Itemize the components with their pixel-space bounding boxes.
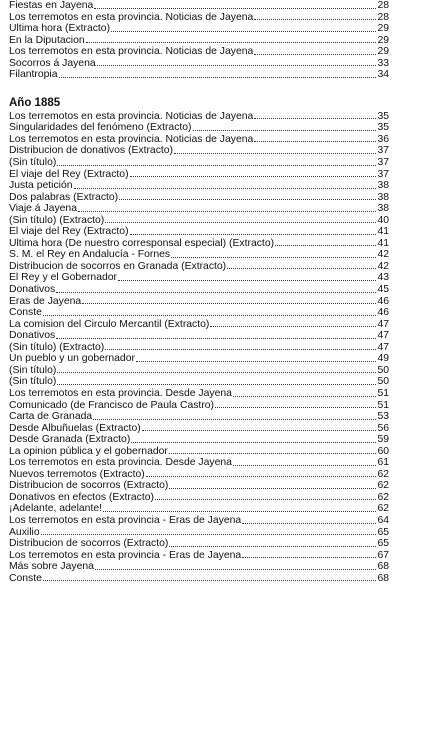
entry-page-number: 36 xyxy=(377,133,389,145)
toc-entry xyxy=(9,296,389,308)
entry-page-number: 38 xyxy=(377,203,389,215)
dot-leader xyxy=(131,442,376,443)
entry-page-number: 42 xyxy=(377,260,389,272)
toc-entry xyxy=(9,12,389,24)
toc-entry xyxy=(9,203,389,215)
entry-page-number: 29 xyxy=(377,46,389,58)
entry-title: Socorros á Jayena xyxy=(9,57,96,69)
dot-leader xyxy=(74,188,377,189)
toc-entry xyxy=(9,192,389,204)
dot-leader xyxy=(254,19,376,20)
toc-entry xyxy=(9,527,389,539)
entry-page-number: 28 xyxy=(377,11,389,23)
entry-page-number: 62 xyxy=(377,480,389,492)
dot-leader xyxy=(215,407,376,408)
toc-entry xyxy=(9,307,389,319)
entry-page-number: 51 xyxy=(377,387,389,399)
entry-title: Los terremotos en esta provincia. Noticias de Jayena xyxy=(9,46,254,58)
toc-entry xyxy=(9,180,389,192)
toc-entry xyxy=(9,423,389,435)
entry-title: Desde Granada (Extracto) xyxy=(9,434,131,446)
toc-entry xyxy=(9,157,389,169)
entry-page-number: 61 xyxy=(377,457,389,469)
dot-leader xyxy=(57,384,376,385)
entry-title: Distribucion de socorros (Extracto) xyxy=(9,480,169,492)
entry-title: Los terremotos en esta provincia. Desde Jayena xyxy=(9,457,232,469)
entry-title: (Sin título) xyxy=(9,376,57,388)
entry-title: La opinion pública y el gobernador xyxy=(9,445,168,457)
entry-page-number: 33 xyxy=(377,57,389,69)
dot-leader xyxy=(94,8,376,9)
toc-entry xyxy=(9,23,389,35)
toc-entry xyxy=(9,353,389,365)
entry-title: Filantropia xyxy=(9,69,58,81)
entry-title: Conste xyxy=(9,307,42,319)
dot-leader xyxy=(254,118,376,119)
toc-entry xyxy=(9,503,389,515)
entry-title: Nuevos terremotos (Extracto) xyxy=(9,468,145,480)
entry-title: (Sin título) (Extracto) xyxy=(9,214,105,226)
entry-page-number: 67 xyxy=(377,549,389,561)
toc-entry xyxy=(9,573,389,585)
toc-entry xyxy=(9,169,389,181)
entry-title: Distribucion de socorros en Granada (Extracto) xyxy=(9,260,227,272)
entry-page-number: 37 xyxy=(377,145,389,157)
dot-leader xyxy=(105,349,376,350)
entry-title: Conste xyxy=(9,572,42,584)
dot-leader xyxy=(119,199,376,200)
dot-leader xyxy=(130,176,377,177)
entry-title: Carta de Granada xyxy=(9,411,93,423)
toc-entry xyxy=(9,35,389,47)
entry-page-number: 49 xyxy=(377,353,389,365)
toc-entry xyxy=(9,319,389,331)
toc-entry xyxy=(9,457,389,469)
dot-leader xyxy=(82,303,376,304)
dot-leader xyxy=(103,511,376,512)
entry-title: Comunicado (de Francisco de Paula Castro) xyxy=(9,399,215,411)
dot-leader xyxy=(174,153,376,154)
entry-title: Dos palabras (Extracto) xyxy=(9,191,119,203)
entry-page-number: 56 xyxy=(377,422,389,434)
entry-page-number: 47 xyxy=(377,341,389,353)
dot-leader xyxy=(111,31,376,32)
entry-title: ¡Adelante, adelante! xyxy=(9,503,103,515)
toc-entry xyxy=(9,69,389,81)
dot-leader xyxy=(57,165,376,166)
dot-leader xyxy=(78,211,376,212)
dot-leader xyxy=(86,42,377,43)
dot-leader xyxy=(43,580,377,581)
entry-title: La comision del Circulo Mercantil (Extracto) xyxy=(9,318,210,330)
entry-title: Donativos xyxy=(9,330,56,342)
dot-leader xyxy=(227,268,376,269)
section-heading: Año 1885 xyxy=(9,96,61,109)
entry-title: Los terremotos en esta provincia. Noticias de Jayena xyxy=(9,110,254,122)
entry-title: Auxilio xyxy=(9,526,40,538)
entry-title: (Sin título) (Extracto) xyxy=(9,341,105,353)
dot-leader xyxy=(193,130,377,131)
entry-page-number: 42 xyxy=(377,249,389,261)
dot-leader xyxy=(93,419,376,420)
dot-leader xyxy=(43,315,377,316)
dot-leader xyxy=(136,361,377,362)
toc-entry xyxy=(9,434,389,446)
toc-entry xyxy=(9,480,389,492)
dot-leader xyxy=(254,141,376,142)
entry-title: Los terremotos en esta provincia. Noticias de Jayena xyxy=(9,11,254,23)
dot-leader xyxy=(57,372,376,373)
table-of-contents xyxy=(9,0,389,584)
dot-leader xyxy=(56,338,376,339)
entry-page-number: 29 xyxy=(377,23,389,35)
entry-page-number: 59 xyxy=(377,434,389,446)
entry-title: S. M. el Rey en Andalucía - Fornes xyxy=(9,249,171,261)
entry-title: Desde Albuñuelas (Extracto) xyxy=(9,422,141,434)
toc-entry xyxy=(9,376,389,388)
toc-entry xyxy=(9,46,389,58)
entry-page-number: 50 xyxy=(377,364,389,376)
entry-title: Donativos xyxy=(9,284,56,296)
toc-entry xyxy=(9,0,389,12)
entry-title: El viaje del Rey (Extracto) xyxy=(9,168,129,180)
entry-page-number: 46 xyxy=(377,295,389,307)
entry-page-number: 29 xyxy=(377,34,389,46)
toc-entry xyxy=(9,272,389,284)
entry-page-number: 65 xyxy=(377,538,389,550)
entry-page-number: 47 xyxy=(377,330,389,342)
toc-entry xyxy=(9,515,389,527)
dot-leader xyxy=(59,77,377,78)
entry-page-number: 43 xyxy=(377,272,389,284)
entry-title: El Rey y el Gobernador xyxy=(9,272,118,284)
toc-entry xyxy=(9,122,389,134)
toc-entry xyxy=(9,238,389,250)
dot-leader xyxy=(233,396,376,397)
toc-entry xyxy=(9,215,389,227)
dot-leader xyxy=(130,234,377,235)
entry-title: Más sobre Jayena xyxy=(9,561,94,573)
section-2-list xyxy=(9,111,389,584)
entry-title: Los terremotos en esta provincia. Desde Jayena xyxy=(9,387,232,399)
entry-title: Eras de Jayena xyxy=(9,295,82,307)
toc-entry xyxy=(9,469,389,481)
entry-page-number: 53 xyxy=(377,411,389,423)
entry-title: En la Diputacion xyxy=(9,34,85,46)
entry-page-number: 51 xyxy=(377,399,389,411)
entry-title: El viaje del Rey (Extracto) xyxy=(9,226,129,238)
entry-page-number: 68 xyxy=(377,561,389,573)
toc-entry xyxy=(9,365,389,377)
entry-title: Un pueblo y un gobernador xyxy=(9,353,135,365)
entry-title: (Sin título) xyxy=(9,364,57,376)
dot-leader xyxy=(210,326,376,327)
toc-entry xyxy=(9,111,389,123)
toc-entry xyxy=(9,330,389,342)
dot-leader xyxy=(155,499,376,500)
dot-leader xyxy=(41,534,377,535)
toc-entry xyxy=(9,58,389,70)
entry-page-number: 35 xyxy=(377,110,389,122)
entry-page-number: 62 xyxy=(377,468,389,480)
entry-title: Donativos en efectos (Extracto) xyxy=(9,491,154,503)
dot-leader xyxy=(97,65,377,66)
entry-page-number: 38 xyxy=(377,191,389,203)
dot-leader xyxy=(169,488,376,489)
dot-leader xyxy=(118,280,376,281)
toc-entry xyxy=(9,492,389,504)
entry-title: Los terremotos en esta provincia - Eras de Jayena xyxy=(9,549,242,561)
entry-page-number: 46 xyxy=(377,307,389,319)
toc-entry xyxy=(9,411,389,423)
dot-leader xyxy=(169,546,376,547)
dot-leader xyxy=(242,523,376,524)
toc-entry xyxy=(9,226,389,238)
toc-entry xyxy=(9,284,389,296)
entry-page-number: 47 xyxy=(377,318,389,330)
entry-page-number: 64 xyxy=(377,514,389,526)
entry-title: Distribucion de socorros (Extracto) xyxy=(9,538,169,550)
toc-entry xyxy=(9,342,389,354)
dot-leader xyxy=(95,569,377,570)
toc-entry xyxy=(9,388,389,400)
entry-page-number: 41 xyxy=(377,226,389,238)
entry-title: Fiestas en Jayena xyxy=(9,0,94,11)
entry-title: Los terremotos en esta provincia - Eras de Jayena xyxy=(9,514,242,526)
entry-title: Los terremotos en esta provincia. Noticias de Jayena xyxy=(9,133,254,145)
dot-leader xyxy=(254,54,376,55)
entry-page-number: 40 xyxy=(377,214,389,226)
entry-page-number: 68 xyxy=(377,572,389,584)
entry-page-number: 50 xyxy=(377,376,389,388)
toc-entry xyxy=(9,249,389,261)
dot-leader xyxy=(275,245,376,246)
toc-entry xyxy=(9,538,389,550)
entry-page-number: 62 xyxy=(377,503,389,515)
toc-entry xyxy=(9,550,389,562)
entry-page-number: 65 xyxy=(377,526,389,538)
entry-page-number: 34 xyxy=(377,69,389,81)
entry-page-number: 38 xyxy=(377,180,389,192)
toc-entry xyxy=(9,446,389,458)
dot-leader xyxy=(146,476,377,477)
entry-title: Viaje á Jayena xyxy=(9,203,77,215)
entry-title: Última hora (Extracto) xyxy=(9,23,111,35)
entry-page-number: 35 xyxy=(377,122,389,134)
dot-leader xyxy=(233,465,376,466)
entry-title: Singularidades del fenómeno (Extracto) xyxy=(9,122,192,134)
dot-leader xyxy=(56,292,376,293)
entry-page-number: 37 xyxy=(377,168,389,180)
entry-page-number: 45 xyxy=(377,284,389,296)
entry-title: Distribucion de donativos (Extracto) xyxy=(9,145,174,157)
toc-entry xyxy=(9,261,389,273)
toc-entry xyxy=(9,145,389,157)
entry-title: (Sin título) xyxy=(9,157,57,169)
entry-page-number: 62 xyxy=(377,491,389,503)
entry-title: Justa petición xyxy=(9,180,73,192)
entry-page-number: 37 xyxy=(377,157,389,169)
dot-leader xyxy=(171,257,376,258)
dot-leader xyxy=(105,222,376,223)
section-1-list xyxy=(9,0,389,81)
entry-page-number: 41 xyxy=(377,237,389,249)
dot-leader xyxy=(169,453,377,454)
dot-leader xyxy=(142,430,377,431)
toc-entry xyxy=(9,134,389,146)
entry-page-number: 60 xyxy=(377,445,389,457)
entry-title: Ultima hora (De nuestro corresponsal especial) (Extracto) xyxy=(9,237,275,249)
toc-entry xyxy=(9,561,389,573)
dot-leader xyxy=(242,557,376,558)
entry-page-number: 28 xyxy=(377,0,389,11)
toc-entry xyxy=(9,400,389,412)
